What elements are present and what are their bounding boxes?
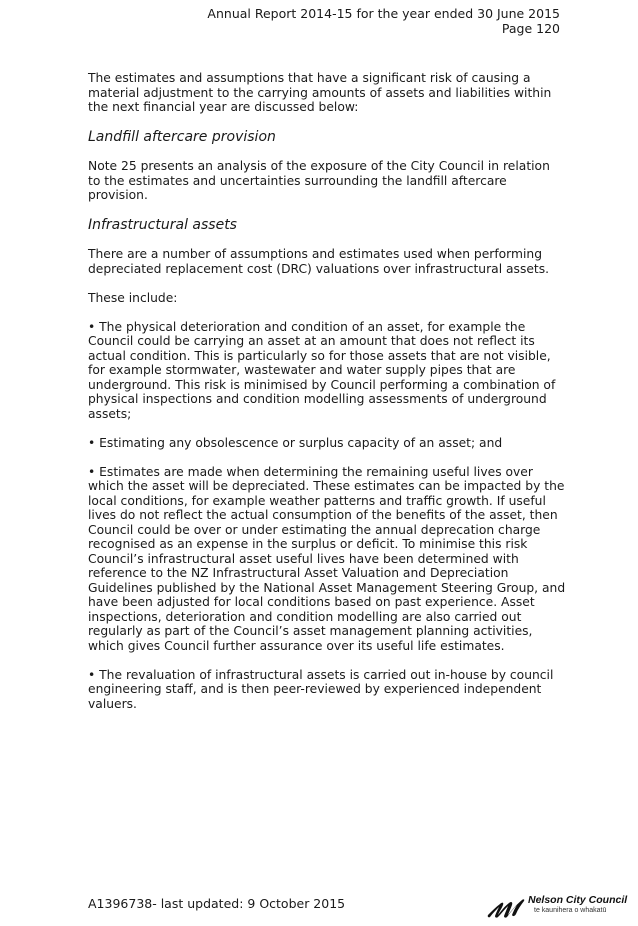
landfill-heading: Landfill aftercare provision [88, 129, 276, 145]
council-logo-mark-icon [487, 895, 527, 919]
bullet-physical-deterioration: • The physical deterioration and condition of an asset, for example the Council could be carrying an asset at an amount that does not reflect its actual condition. This is particularly so for those assets that are not visible, for example stormwater, wastewater and water supply pipes that are underground. This risk is minimised by Council performing a combination of physical inspections and condition modelling assessments of underground assets; [88, 319, 556, 421]
report-title: Annual Report 2014-15 for the year ended 30 June 2015 [207, 6, 560, 21]
page-number: Page 120 [501, 21, 560, 36]
bullet-obsolescence: • Estimating any obsolescence or surplus capacity of an asset; and [88, 435, 503, 450]
main-content [88, 71, 566, 726]
page-header [207, 6, 560, 36]
landfill-paragraph: Note 25 presents an analysis of the exposure of the City Council in relation to the estimates and uncertainties surrounding the landfill aftercare provision. [88, 159, 550, 202]
council-logo-tagline: te kaunihera o whakatū [534, 907, 607, 914]
document-reference: A1396738- last updated: 9 October 2015 [88, 896, 346, 911]
infrastructural-heading: Infrastructural assets [88, 217, 237, 233]
council-logo [487, 893, 628, 921]
council-logo-name: Nelson City Council [528, 894, 628, 906]
these-include-text: These include: [88, 290, 178, 305]
intro-paragraph: The estimates and assumptions that have a significant risk of causing a material adjustment to the carrying amounts of assets and liabilities within the next financial year are discussed below: [88, 71, 552, 114]
infrastructural-paragraph: There are a number of assumptions and estimates used when performing depreciated replacement cost (DRC) valuations over infrastructural assets. [88, 247, 550, 276]
bullet-revaluation: • The revaluation of infrastructural assets is carried out in-house by council engineering staff, and is then peer-reviewed by experienced independent valuers. [88, 667, 554, 711]
bullet-useful-lives: • Estimates are made when determining the remaining useful lives over which the asset will be depreciated. These estimates can be impacted by the local conditions, for example weather patterns and traffic growth. If useful lives do not reflect the actual consumption of the benefits of the asset, then Council could be over or under estimating the annual deprecation charge recognised as an expense in the surplus or deficit. To minimise this risk Council’s infrastructural asset useful lives have been determined with reference to the NZ Infrastructural Asset Valuation and Depreciation Guidelines published by the National Asset Management Steering Group, and have been adjusted for local conditions based on past experience. Asset inspections, deterioration and condition modelling are also carried out regularly as part of the Council’s asset management planning activities, which gives Council further assurance over its useful life estimates. [88, 464, 566, 653]
